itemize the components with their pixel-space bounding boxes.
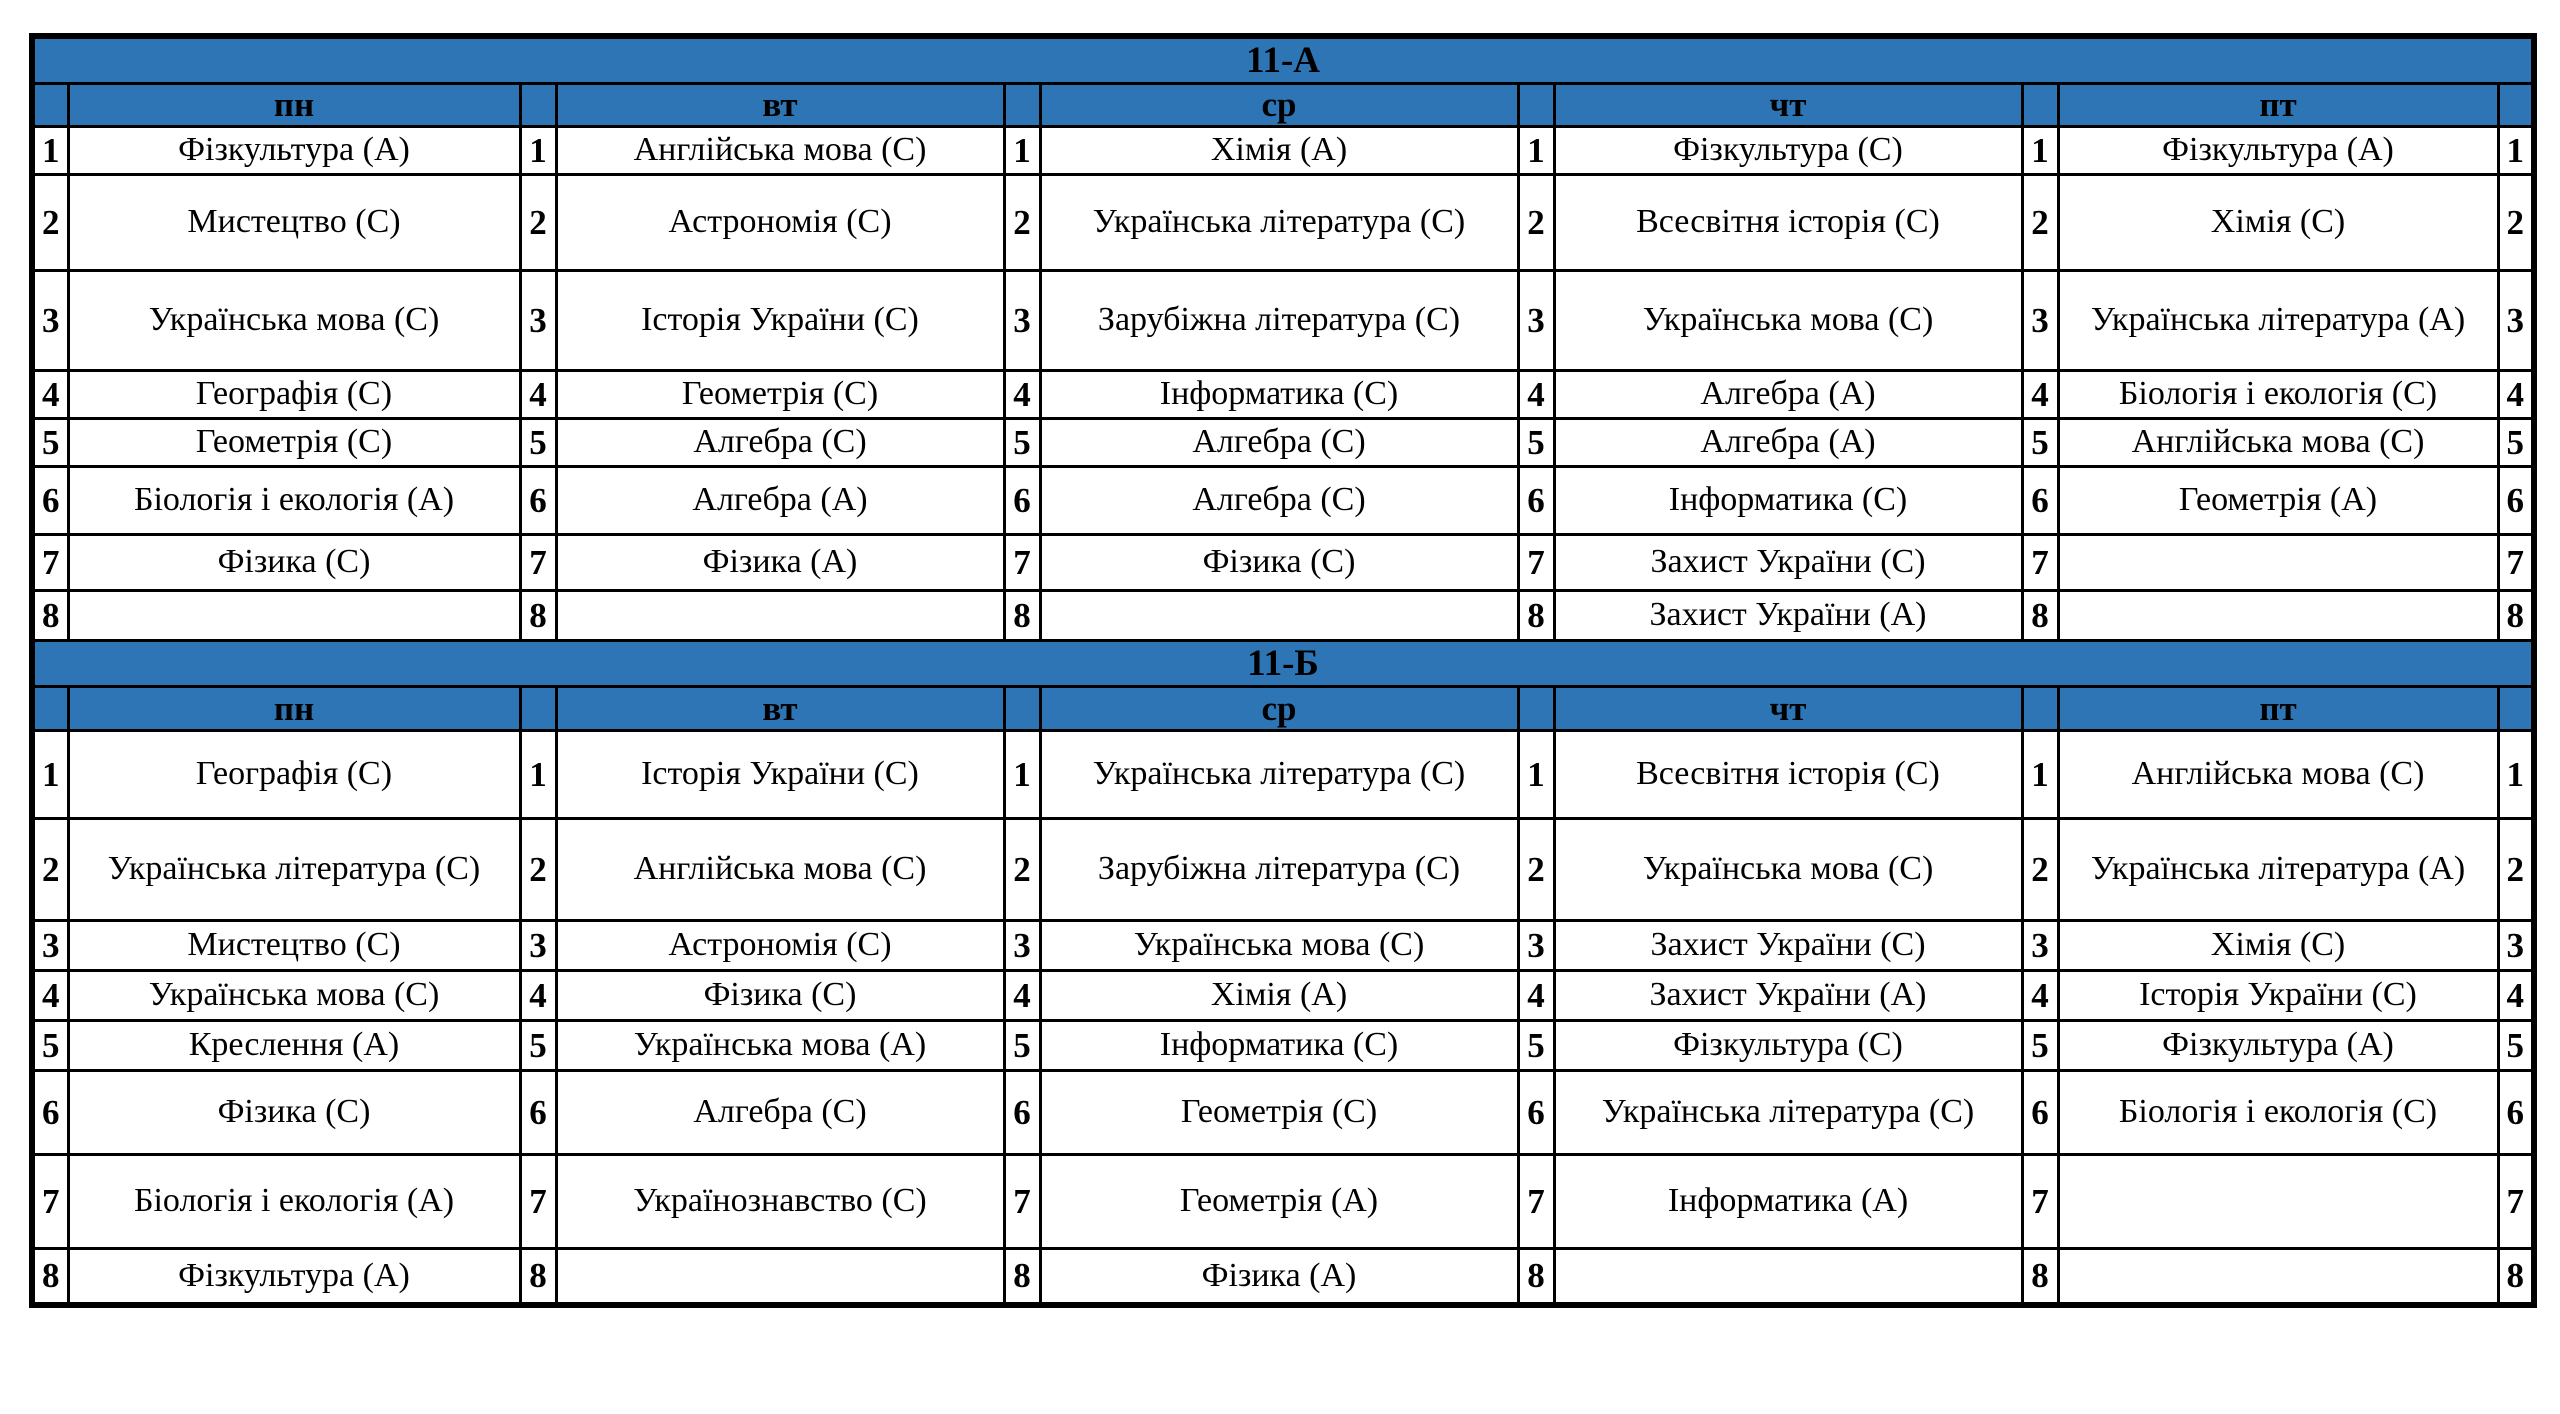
period-number-cell: 1 bbox=[2022, 731, 2058, 819]
period-number-cell: 6 bbox=[1004, 467, 1040, 535]
subject-cell: Географія (С) bbox=[68, 371, 520, 419]
header-spacer-cell bbox=[32, 84, 68, 127]
period-number-cell: 1 bbox=[2022, 127, 2058, 175]
header-spacer-cell bbox=[32, 687, 68, 731]
subject-cell: Українська мова (С) bbox=[68, 971, 520, 1021]
period-number-cell: 2 bbox=[1004, 175, 1040, 271]
subject-cell: Алгебра (С) bbox=[556, 1071, 1004, 1155]
period-number-cell: 2 bbox=[32, 175, 68, 271]
subject-cell: Фізика (С) bbox=[556, 971, 1004, 1021]
subject-cell: Алгебра (А) bbox=[556, 467, 1004, 535]
period-number-cell: 1 bbox=[1004, 127, 1040, 175]
header-spacer-cell bbox=[520, 687, 556, 731]
subject-cell: Українська література (С) bbox=[1040, 731, 1518, 819]
subject-cell bbox=[556, 591, 1004, 641]
subject-cell: Зарубіжна література (С) bbox=[1040, 819, 1518, 921]
period-number-cell: 2 bbox=[2498, 819, 2534, 921]
period-number-cell: 8 bbox=[1518, 591, 1554, 641]
day-header-wed: ср bbox=[1040, 84, 1518, 127]
period-number-cell: 5 bbox=[1004, 419, 1040, 467]
period-number-cell: 3 bbox=[1518, 921, 1554, 971]
period-number-cell: 6 bbox=[1004, 1071, 1040, 1155]
period-row bbox=[32, 127, 2534, 175]
period-number-cell: 3 bbox=[2022, 921, 2058, 971]
subject-cell: Захист України (А) bbox=[1554, 591, 2022, 641]
period-number-cell: 8 bbox=[1004, 1249, 1040, 1305]
subject-cell: Фізика (С) bbox=[68, 535, 520, 591]
period-number-cell: 3 bbox=[2022, 271, 2058, 371]
period-number-cell: 2 bbox=[1518, 175, 1554, 271]
period-number-cell: 8 bbox=[2022, 591, 2058, 641]
period-number-cell: 7 bbox=[2022, 1155, 2058, 1249]
subject-cell: Хімія (С) bbox=[2058, 175, 2498, 271]
subject-cell: Геометрія (С) bbox=[556, 371, 1004, 419]
period-number-cell: 8 bbox=[2498, 1249, 2534, 1305]
period-number-cell: 5 bbox=[1518, 419, 1554, 467]
header-spacer-cell bbox=[2022, 687, 2058, 731]
period-number-cell: 3 bbox=[1004, 921, 1040, 971]
subject-cell: Всесвітня історія (С) bbox=[1554, 175, 2022, 271]
subject-cell: Біологія і екологія (С) bbox=[2058, 1071, 2498, 1155]
period-number-cell: 8 bbox=[32, 591, 68, 641]
period-row bbox=[32, 175, 2534, 271]
subject-cell: Фізкультура (С) bbox=[1554, 127, 2022, 175]
period-number-cell: 2 bbox=[2498, 175, 2534, 271]
period-row bbox=[32, 535, 2534, 591]
header-spacer-cell bbox=[1518, 84, 1554, 127]
subject-cell: Українська література (А) bbox=[2058, 819, 2498, 921]
subject-cell: Інформатика (А) bbox=[1554, 1155, 2022, 1249]
subject-cell: Фізкультура (С) bbox=[1554, 1021, 2022, 1071]
subject-cell: Фізика (А) bbox=[1040, 1249, 1518, 1305]
period-number-cell: 5 bbox=[2498, 1021, 2534, 1071]
subject-cell: Українська література (С) bbox=[68, 819, 520, 921]
subject-cell: Англійська мова (С) bbox=[2058, 419, 2498, 467]
period-number-cell: 4 bbox=[2022, 971, 2058, 1021]
subject-cell: Астрономія (С) bbox=[556, 921, 1004, 971]
period-number-cell: 4 bbox=[1004, 371, 1040, 419]
period-number-cell: 4 bbox=[1518, 971, 1554, 1021]
subject-cell: Хімія (А) bbox=[1040, 971, 1518, 1021]
period-number-cell: 2 bbox=[2022, 819, 2058, 921]
day-header-tue: вт bbox=[556, 84, 1004, 127]
subject-cell: Англійська мова (С) bbox=[2058, 731, 2498, 819]
subject-cell: Захист України (С) bbox=[1554, 535, 2022, 591]
period-number-cell: 6 bbox=[2022, 1071, 2058, 1155]
day-header-wed: ср bbox=[1040, 687, 1518, 731]
subject-cell: Геометрія (А) bbox=[2058, 467, 2498, 535]
subject-cell bbox=[2058, 1249, 2498, 1305]
period-number-cell: 6 bbox=[520, 1071, 556, 1155]
period-row bbox=[32, 819, 2534, 921]
header-spacer-cell bbox=[1004, 687, 1040, 731]
class-title: 11-Б bbox=[32, 641, 2534, 687]
subject-cell: Алгебра (С) bbox=[556, 419, 1004, 467]
subject-cell: Українознавство (С) bbox=[556, 1155, 1004, 1249]
subject-cell: Фізкультура (А) bbox=[68, 127, 520, 175]
subject-cell: Українська література (А) bbox=[2058, 271, 2498, 371]
subject-cell: Географія (С) bbox=[68, 731, 520, 819]
subject-cell: Англійська мова (С) bbox=[556, 819, 1004, 921]
period-number-cell: 6 bbox=[2022, 467, 2058, 535]
subject-cell bbox=[2058, 535, 2498, 591]
subject-cell: Алгебра (С) bbox=[1040, 467, 1518, 535]
period-number-cell: 1 bbox=[32, 127, 68, 175]
period-number-cell: 2 bbox=[32, 819, 68, 921]
period-number-cell: 8 bbox=[2022, 1249, 2058, 1305]
subject-cell: Фізика (С) bbox=[68, 1071, 520, 1155]
subject-cell: Зарубіжна література (С) bbox=[1040, 271, 1518, 371]
subject-cell: Всесвітня історія (С) bbox=[1554, 731, 2022, 819]
period-number-cell: 7 bbox=[1518, 1155, 1554, 1249]
period-row bbox=[32, 371, 2534, 419]
header-spacer-cell bbox=[1518, 687, 1554, 731]
day-header-row bbox=[32, 84, 2534, 127]
subject-cell: Мистецтво (С) bbox=[68, 175, 520, 271]
period-number-cell: 3 bbox=[1518, 271, 1554, 371]
period-number-cell: 8 bbox=[32, 1249, 68, 1305]
subject-cell: Захист України (С) bbox=[1554, 921, 2022, 971]
subject-cell: Українська література (С) bbox=[1040, 175, 1518, 271]
period-row bbox=[32, 467, 2534, 535]
subject-cell: Алгебра (С) bbox=[1040, 419, 1518, 467]
day-header-thu: чт bbox=[1554, 687, 2022, 731]
period-row bbox=[32, 971, 2534, 1021]
period-number-cell: 7 bbox=[2498, 535, 2534, 591]
subject-cell: Інформатика (С) bbox=[1040, 371, 1518, 419]
period-number-cell: 3 bbox=[2498, 921, 2534, 971]
subject-cell bbox=[1554, 1249, 2022, 1305]
subject-cell: Фізика (А) bbox=[556, 535, 1004, 591]
period-number-cell: 7 bbox=[1004, 1155, 1040, 1249]
period-number-cell: 6 bbox=[2498, 467, 2534, 535]
header-spacer-cell bbox=[2498, 84, 2534, 127]
subject-cell: Українська мова (С) bbox=[1040, 921, 1518, 971]
subject-cell bbox=[2058, 1155, 2498, 1249]
subject-cell: Хімія (А) bbox=[1040, 127, 1518, 175]
subject-cell: Українська мова (С) bbox=[1554, 819, 2022, 921]
period-number-cell: 5 bbox=[1518, 1021, 1554, 1071]
period-number-cell: 2 bbox=[1518, 819, 1554, 921]
period-number-cell: 7 bbox=[2498, 1155, 2534, 1249]
period-number-cell: 7 bbox=[520, 1155, 556, 1249]
header-spacer-cell bbox=[1004, 84, 1040, 127]
period-number-cell: 2 bbox=[520, 175, 556, 271]
subject-cell: Українська мова (А) bbox=[556, 1021, 1004, 1071]
subject-cell: Інформатика (С) bbox=[1554, 467, 2022, 535]
period-number-cell: 4 bbox=[32, 371, 68, 419]
subject-cell: Геометрія (С) bbox=[68, 419, 520, 467]
timetable-table bbox=[29, 33, 2537, 1308]
period-number-cell: 6 bbox=[32, 1071, 68, 1155]
period-number-cell: 4 bbox=[520, 371, 556, 419]
period-number-cell: 3 bbox=[520, 921, 556, 971]
period-number-cell: 1 bbox=[2498, 127, 2534, 175]
period-number-cell: 7 bbox=[32, 1155, 68, 1249]
period-number-cell: 6 bbox=[32, 467, 68, 535]
period-number-cell: 1 bbox=[32, 731, 68, 819]
subject-cell: Креслення (А) bbox=[68, 1021, 520, 1071]
period-number-cell: 7 bbox=[2022, 535, 2058, 591]
period-number-cell: 5 bbox=[2498, 419, 2534, 467]
period-number-cell: 1 bbox=[1004, 731, 1040, 819]
class-title: 11-А bbox=[32, 36, 2534, 84]
period-row bbox=[32, 1249, 2534, 1305]
period-number-cell: 8 bbox=[1518, 1249, 1554, 1305]
period-number-cell: 6 bbox=[1518, 467, 1554, 535]
period-number-cell: 1 bbox=[1518, 731, 1554, 819]
period-number-cell: 6 bbox=[1518, 1071, 1554, 1155]
subject-cell: Алгебра (А) bbox=[1554, 371, 2022, 419]
period-number-cell: 5 bbox=[520, 419, 556, 467]
period-number-cell: 2 bbox=[2022, 175, 2058, 271]
subject-cell: Історія України (С) bbox=[556, 731, 1004, 819]
period-number-cell: 8 bbox=[520, 591, 556, 641]
period-number-cell: 2 bbox=[1004, 819, 1040, 921]
subject-cell: Астрономія (С) bbox=[556, 175, 1004, 271]
period-row bbox=[32, 591, 2534, 641]
subject-cell: Історія України (С) bbox=[556, 271, 1004, 371]
period-number-cell: 3 bbox=[32, 271, 68, 371]
period-number-cell: 1 bbox=[1518, 127, 1554, 175]
class-title-row bbox=[32, 641, 2534, 687]
subject-cell: Фізкультура (А) bbox=[2058, 127, 2498, 175]
period-number-cell: 4 bbox=[520, 971, 556, 1021]
period-row bbox=[32, 419, 2534, 467]
period-number-cell: 5 bbox=[32, 419, 68, 467]
period-row bbox=[32, 921, 2534, 971]
period-number-cell: 5 bbox=[2022, 419, 2058, 467]
period-number-cell: 8 bbox=[520, 1249, 556, 1305]
subject-cell: Біологія і екологія (С) bbox=[2058, 371, 2498, 419]
subject-cell: Фізкультура (А) bbox=[68, 1249, 520, 1305]
subject-cell: Українська мова (С) bbox=[68, 271, 520, 371]
period-number-cell: 7 bbox=[520, 535, 556, 591]
period-number-cell: 1 bbox=[520, 731, 556, 819]
subject-cell: Мистецтво (С) bbox=[68, 921, 520, 971]
subject-cell: Фізкультура (А) bbox=[2058, 1021, 2498, 1071]
subject-cell: Біологія і екологія (А) bbox=[68, 1155, 520, 1249]
period-row bbox=[32, 1155, 2534, 1249]
period-number-cell: 8 bbox=[1004, 591, 1040, 641]
period-number-cell: 3 bbox=[32, 921, 68, 971]
subject-cell: Фізика (С) bbox=[1040, 535, 1518, 591]
day-header-thu: чт bbox=[1554, 84, 2022, 127]
subject-cell: Українська мова (С) bbox=[1554, 271, 2022, 371]
period-number-cell: 4 bbox=[1518, 371, 1554, 419]
period-number-cell: 8 bbox=[2498, 591, 2534, 641]
period-number-cell: 3 bbox=[1004, 271, 1040, 371]
period-row bbox=[32, 1021, 2534, 1071]
day-header-tue: вт bbox=[556, 687, 1004, 731]
subject-cell bbox=[556, 1249, 1004, 1305]
header-spacer-cell bbox=[2022, 84, 2058, 127]
period-number-cell: 7 bbox=[1518, 535, 1554, 591]
subject-cell: Геометрія (С) bbox=[1040, 1071, 1518, 1155]
period-number-cell: 4 bbox=[2498, 371, 2534, 419]
period-number-cell: 6 bbox=[2498, 1071, 2534, 1155]
period-number-cell: 3 bbox=[2498, 271, 2534, 371]
period-number-cell: 5 bbox=[32, 1021, 68, 1071]
period-number-cell: 4 bbox=[2022, 371, 2058, 419]
subject-cell: Англійська мова (С) bbox=[556, 127, 1004, 175]
subject-cell: Хімія (С) bbox=[2058, 921, 2498, 971]
period-number-cell: 6 bbox=[520, 467, 556, 535]
period-row bbox=[32, 731, 2534, 819]
period-row bbox=[32, 1071, 2534, 1155]
period-number-cell: 1 bbox=[520, 127, 556, 175]
period-number-cell: 7 bbox=[32, 535, 68, 591]
day-header-row bbox=[32, 687, 2534, 731]
period-number-cell: 5 bbox=[520, 1021, 556, 1071]
period-number-cell: 1 bbox=[2498, 731, 2534, 819]
subject-cell: Українська література (С) bbox=[1554, 1071, 2022, 1155]
day-header-mon: пн bbox=[68, 687, 520, 731]
period-row bbox=[32, 271, 2534, 371]
period-number-cell: 5 bbox=[1004, 1021, 1040, 1071]
subject-cell: Інформатика (С) bbox=[1040, 1021, 1518, 1071]
period-number-cell: 4 bbox=[1004, 971, 1040, 1021]
header-spacer-cell bbox=[2498, 687, 2534, 731]
period-number-cell: 3 bbox=[520, 271, 556, 371]
subject-cell bbox=[1040, 591, 1518, 641]
subject-cell bbox=[68, 591, 520, 641]
subject-cell: Алгебра (А) bbox=[1554, 419, 2022, 467]
day-header-fri: пт bbox=[2058, 687, 2498, 731]
subject-cell: Захист України (А) bbox=[1554, 971, 2022, 1021]
period-number-cell: 2 bbox=[520, 819, 556, 921]
day-header-fri: пт bbox=[2058, 84, 2498, 127]
header-spacer-cell bbox=[520, 84, 556, 127]
subject-cell: Історія України (С) bbox=[2058, 971, 2498, 1021]
subject-cell bbox=[2058, 591, 2498, 641]
subject-cell: Геометрія (А) bbox=[1040, 1155, 1518, 1249]
period-number-cell: 5 bbox=[2022, 1021, 2058, 1071]
class-title-row bbox=[32, 36, 2534, 84]
subject-cell: Біологія і екологія (А) bbox=[68, 467, 520, 535]
period-number-cell: 4 bbox=[2498, 971, 2534, 1021]
day-header-mon: пн bbox=[68, 84, 520, 127]
period-number-cell: 4 bbox=[32, 971, 68, 1021]
period-number-cell: 7 bbox=[1004, 535, 1040, 591]
